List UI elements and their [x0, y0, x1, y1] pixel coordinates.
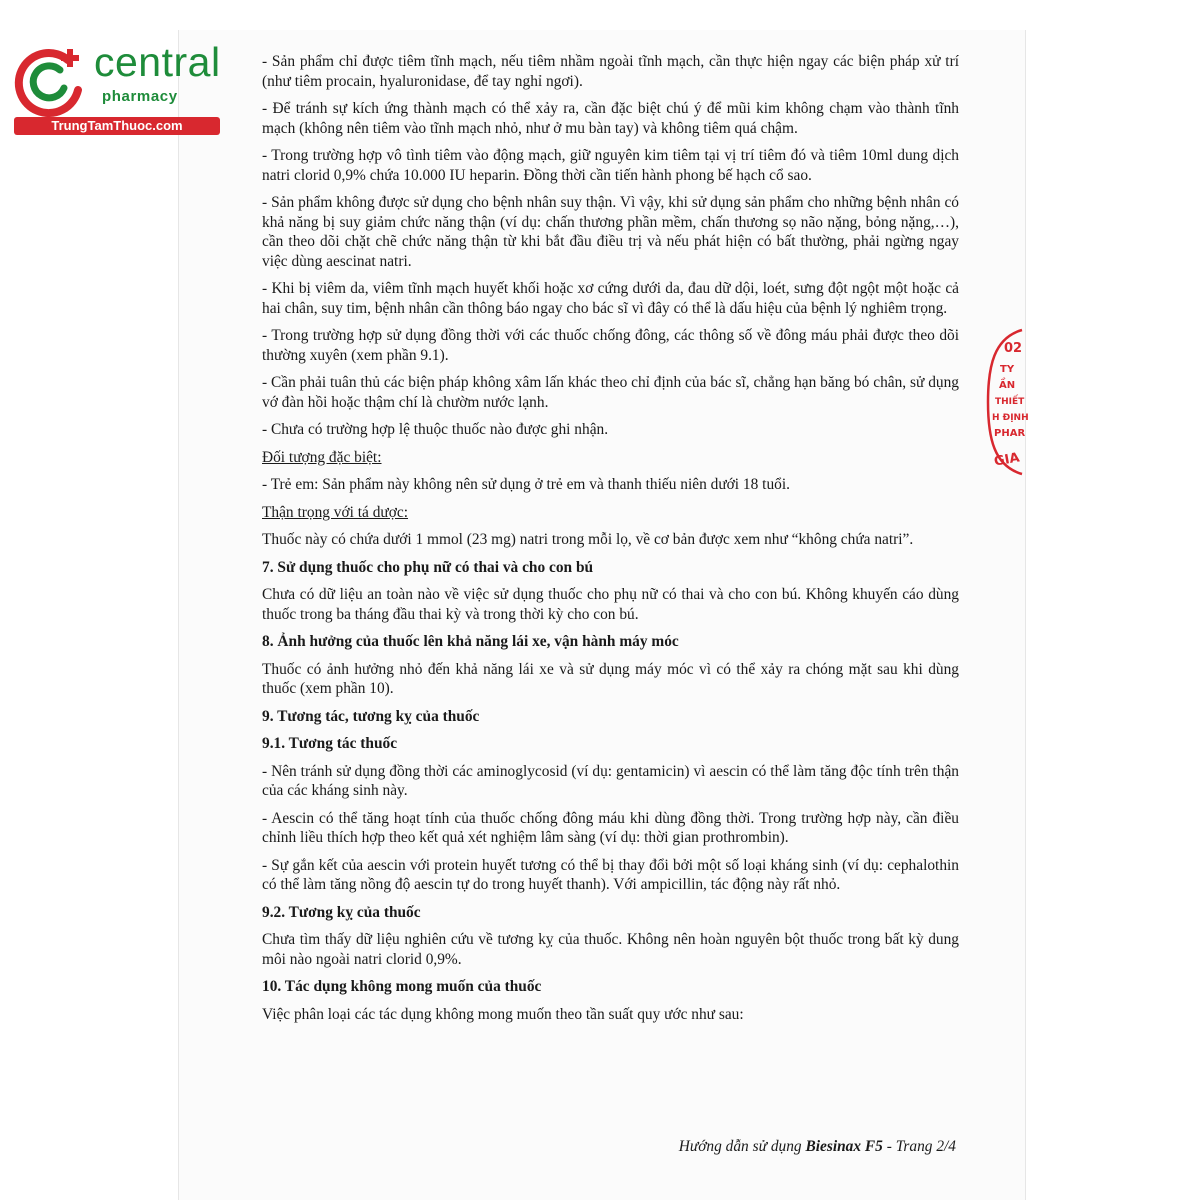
section-heading-9: 9. Tương tác, tương kỵ của thuốc	[262, 707, 480, 725]
svg-text:H ĐỊNH: H ĐỊNH	[992, 413, 1029, 423]
svg-text:GIA: GIA	[992, 450, 1021, 470]
section-heading-7: 7. Sử dụng thuốc cho phụ nữ có thai và cho con bú	[262, 558, 594, 576]
document-body	[262, 52, 959, 1032]
paragraph: Chưa tìm thấy dữ liệu nghiên cứu về tương kỵ của thuốc. Không nên hoàn nguyên bột thuốc trong bất kỳ dung môi nào ngoài natri clorid 0,9%.	[262, 931, 959, 968]
paragraph: - Trẻ em: Sản phẩm này không nên sử dụng ở trẻ em và thanh thiếu niên dưới 18 tuổi.	[262, 476, 790, 493]
central-pharmacy-logo[interactable]	[10, 40, 220, 135]
section-heading-9-1: 9.1. Tương tác thuốc	[262, 735, 398, 752]
svg-text:THIẾT: THIẾT	[995, 397, 1025, 407]
logo-wordmark: central	[94, 39, 221, 85]
paragraph: - Cần phải tuân thủ các biện pháp không xâm lấn khác theo chỉ định của bác sĩ, chẳng hạn băng bó chân, sử dụng vớ đàn hồi hoặc thậm chí là chườm nước lạnh.	[262, 374, 959, 411]
paragraph: - Sản phẩm không được sử dụng cho bệnh nhân suy thận. Vì vậy, khi sử dụng sản phẩm cho những bệnh nhân có khả năng bị suy giảm chức năng thận (ví dụ: chấn thương phần mềm, chấn thương sọ não nặng, bỏng nặng,…), cần theo dõi chặt chẽ chức năng thận từ khi bắt đầu điều trị và nếu phát hiện có bất thường, phải ngừng ngay việc dùng aescinat natri.	[262, 194, 959, 270]
svg-text:02: 02	[1004, 341, 1023, 356]
section-heading-10: 10. Tác dụng không mong muốn của thuốc	[262, 978, 542, 995]
paragraph: - Nên tránh sử dụng đồng thời các aminoglycosid (ví dụ: gentamicin) vì aescin có thể làm tăng độc tính trên thận của các kháng sinh này.	[262, 762, 959, 799]
svg-text:TY: TY	[1000, 364, 1015, 375]
paragraph: - Sự gắn kết của aescin với protein huyết tương có thể bị thay đổi bởi một số loại kháng sinh (ví dụ: cephalothin có thể làm tăng nồng độ aescin tự do trong huyết thanh). Với ampicillin, tác động này rất nhỏ.	[262, 856, 959, 893]
company-stamp-seal	[984, 326, 1029, 478]
paragraph: - Trong trường hợp vô tình tiêm vào động mạch, giữ nguyên kim tiêm tại vị trí tiêm đó và tiêm 10ml dung dịch natri clorid 0,9% chứa 10.000 IU heparin. Đồng thời cần tiến hành phong bế hạch cổ sao.	[262, 147, 959, 184]
footer-page-number: - Trang 2/4	[882, 1138, 956, 1155]
section-heading-9-2: 9.2. Tương kỵ của thuốc	[262, 903, 421, 921]
paragraph: Thuốc này có chứa dưới 1 mmol (23 mg) natri trong mỗi lọ, về cơ bản được xem như “không chứa natri”.	[262, 531, 914, 548]
svg-text:PHAR: PHAR	[994, 428, 1026, 439]
subheading-special-groups: Đối tượng đặc biệt:	[262, 448, 382, 466]
svg-text:ẦN: ẦN	[999, 380, 1016, 391]
logo-url-badge: TrungTamThuoc.com	[14, 117, 220, 135]
footer-product-name: Biesinax F5	[805, 1138, 883, 1155]
footer-prefix: Hướng dẫn sử dụng	[678, 1138, 806, 1155]
logo-subtitle: pharmacy	[102, 88, 178, 105]
paragraph: - Để tránh sự kích ứng thành mạch có thể xảy ra, cần đặc biệt chú ý để mũi kim không chạm vào thành tĩnh mạch (không nên tiêm vào tĩnh mạch nhỏ, như ở mu bàn tay) và không tiêm quá chậm.	[262, 100, 959, 137]
paragraph: Chưa có dữ liệu an toàn nào về việc sử dụng thuốc cho phụ nữ có thai và cho con bú. Không khuyến cáo dùng thuốc trong ba tháng đầu thai kỳ và trong thời kỳ cho con bú.	[262, 586, 959, 623]
paragraph: Việc phân loại các tác dụng không mong muốn theo tần suất quy ước như sau:	[262, 1005, 744, 1023]
paragraph: - Sản phẩm chỉ được tiêm tĩnh mạch, nếu tiêm nhầm ngoài tĩnh mạch, cần thực hiện ngay các biện pháp xử trí (như tiêm procain, hyaluronidase, để tay nghỉ ngơi).	[262, 53, 959, 90]
paragraph: - Trong trường hợp sử dụng đồng thời với các thuốc chống đông, các thông số về đông máu phải được theo dõi thường xuyên (xem phần 9.1).	[262, 327, 959, 364]
subheading-excipients: Thận trọng với tá dược:	[262, 503, 409, 521]
paragraph: - Khi bị viêm da, viêm tĩnh mạch huyết khối hoặc xơ cứng dưới da, đau dữ dội, loét, sưng đột ngột một hoặc cả hai chân, suy tim, bệnh nhân cần thông báo ngay cho bác sĩ vì đây có thể là dấu hiệu của bệnh lý nghiêm trọng.	[262, 280, 959, 317]
section-heading-8: 8. Ảnh hưởng của thuốc lên khả năng lái xe, vận hành máy móc	[262, 633, 679, 650]
paragraph: - Chưa có trường hợp lệ thuộc thuốc nào được ghi nhận.	[262, 421, 609, 438]
paragraph: - Aescin có thể tăng hoạt tính của thuốc chống đông máu khi dùng đồng thời. Trong trường hợp này, cần điều chỉnh liều thích hợp theo kết quả xét nghiệm lâm sàng (ví dụ: thời gian prothrombin).	[262, 809, 959, 846]
page-footer	[600, 1138, 956, 1156]
pharmacy-cross-logo-icon	[10, 40, 90, 120]
paragraph: Thuốc có ảnh hưởng nhỏ đến khả năng lái xe và sử dụng máy móc vì có thể xảy ra chóng mặt sau khi dùng thuốc (xem phần 10).	[262, 660, 959, 697]
